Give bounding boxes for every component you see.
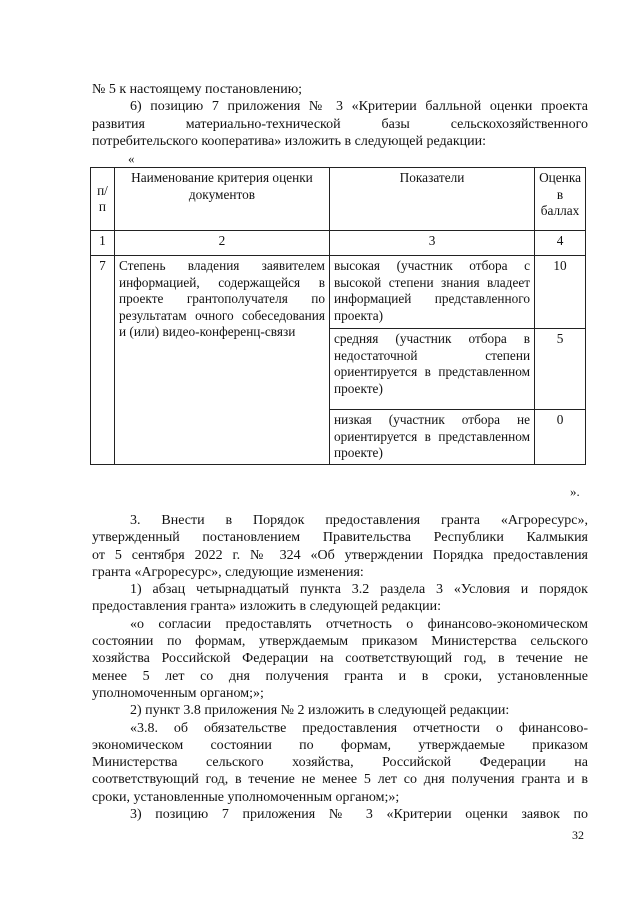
text-line: 1) абзац четырнадцатый пункта 3.2 раздела 3 «Условия и порядок: [130, 582, 588, 598]
text-line: утвержденный постановлением Правительства Республики Калмыкия: [92, 530, 588, 546]
option-text: низкая (участник отбора не ориентируется в представленном проекте): [329, 410, 534, 465]
text-line: Министерства сельского хозяйства, Российской Федерации на: [92, 755, 588, 771]
bottom-paragraphs: [92, 512, 588, 823]
text-line: 6) позицию 7 приложения № 3 «Критерии балльной оценки проекта: [130, 99, 588, 115]
header-criterion: Наименование критерия оценки документов: [114, 168, 329, 231]
table-header-row: [91, 168, 586, 231]
text-line: «3.8. об обязательстве предоставления отчетности о финансово-: [130, 720, 588, 736]
index-cell: 3: [329, 231, 534, 256]
index-cell: 1: [91, 231, 115, 256]
text-line: развития материально-технической базы сельскохозяйственного: [92, 116, 588, 132]
option-text: средняя (участник отбора в недостаточной степени ориентируется в представленном проекте): [329, 329, 534, 410]
text-line: предоставления гранта» изложить в следующей редакции:: [92, 599, 441, 615]
page-number: 32: [572, 828, 584, 842]
option-score: 10: [535, 256, 586, 329]
header-score-line: баллах: [540, 203, 580, 218]
text-line: потребительского кооператива» изложить в следующей редакции:: [92, 133, 486, 149]
table-index-row: [91, 231, 586, 256]
text-line: соответствующий год, в течение не менее 5 лет со дня получения гранта и в: [92, 772, 588, 788]
text-line: «о согласии предоставлять отчетность о финансово-экономическом: [130, 616, 588, 632]
header-indicators: Показатели: [329, 168, 534, 231]
index-cell: 4: [535, 231, 586, 256]
row-num: 7: [91, 256, 115, 465]
index-cell: 2: [114, 231, 329, 256]
text-line: сроки, установленные уполномоченным органом;»;: [92, 789, 400, 805]
criteria-table: [90, 167, 586, 465]
text-line: экономическом состоянии по формам, утверждаемые приказом: [92, 737, 588, 753]
option-text: высокая (участник отбора с высокой степени знания владеет информацией представленного проекта): [329, 256, 534, 329]
text-line: № 5 к настоящему постановлению;: [92, 82, 303, 97]
option-score: 0: [535, 410, 586, 465]
option-score: 5: [535, 329, 586, 410]
text-line: состоянии по формам, утверждаемым приказом Министерства сельского: [92, 634, 588, 650]
text-line: менее 5 лет со дня получения гранта и в сроки, установленные: [92, 668, 588, 684]
header-score-line: Оценка: [539, 170, 581, 185]
text-line: хозяйства Российской Федерации на соответствующий год, в течение не: [92, 651, 588, 667]
opening-quote: «: [128, 151, 135, 166]
closing-quote: ».: [570, 484, 580, 499]
text-line: 3. Внести в Порядок предоставления гранта «Агроресурс»,: [130, 513, 588, 528]
header-score: [535, 168, 586, 231]
text-line: 3) позицию 7 приложения № 3 «Критерии оценки заявок по: [130, 807, 588, 823]
text-line: от 5 сентября 2022 г. № 324 «Об утверждении Порядка предоставления: [92, 547, 588, 563]
header-num: п/п: [91, 168, 115, 231]
text-line: 2) пункт 3.8 приложения № 2 изложить в следующей редакции:: [130, 703, 510, 719]
table-row: [91, 256, 586, 329]
text-line: уполномоченным органом;»;: [92, 685, 264, 701]
text-line: гранта «Агроресурс», следующие изменения:: [92, 564, 364, 580]
row-criterion: Степень владения заявителем информацией, содержащейся в проекте грантополучателя по результатам очного собеседования и (или) видео-конференц-связи: [114, 256, 329, 465]
header-score-line: в: [556, 186, 564, 202]
top-paragraph: [92, 81, 588, 150]
